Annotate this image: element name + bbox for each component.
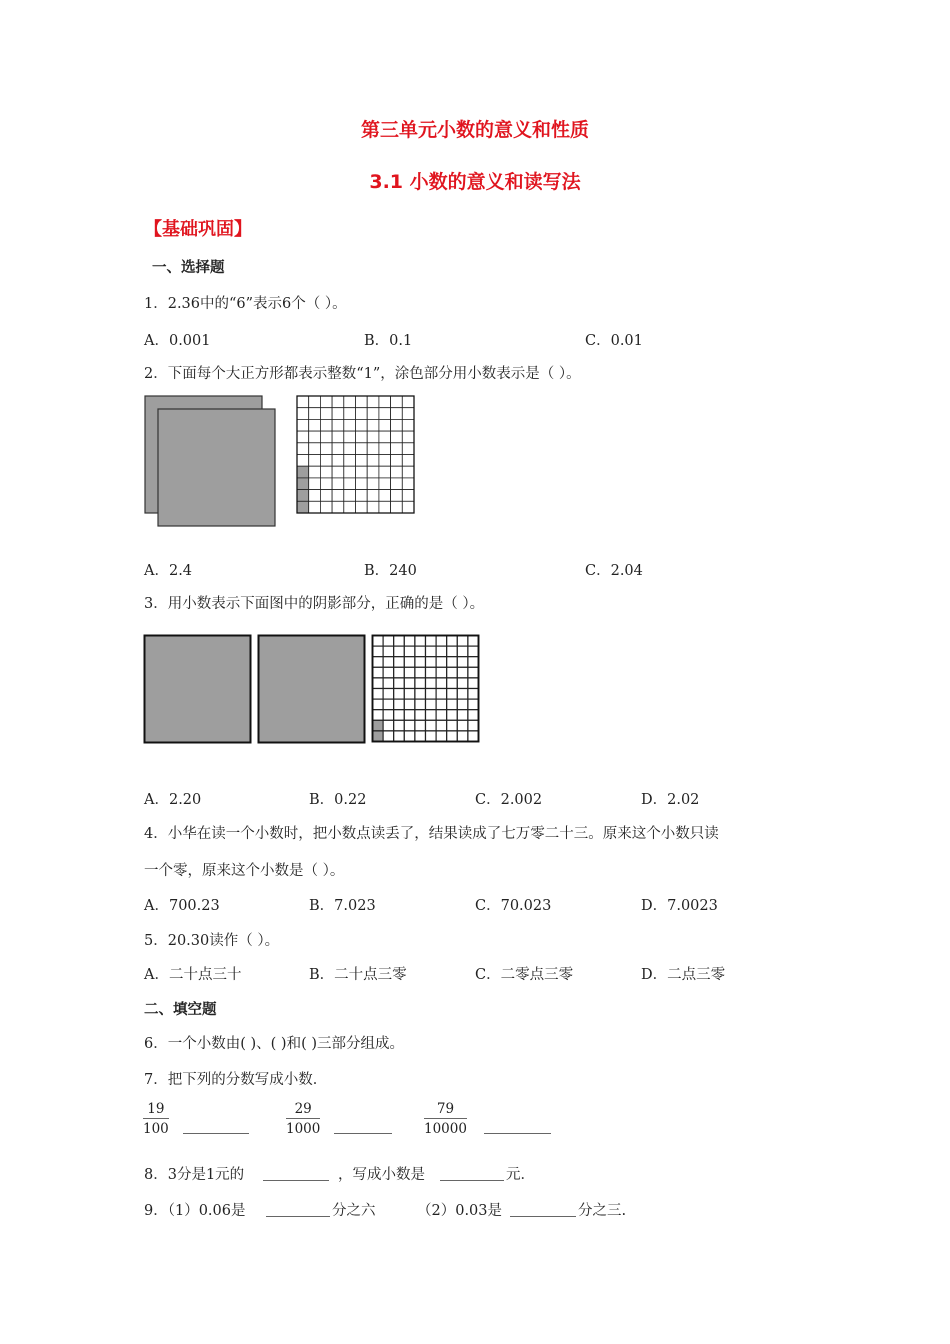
grid-cell-shaded <box>297 490 309 502</box>
grid-cell <box>391 419 403 431</box>
grid-cell <box>457 636 468 647</box>
grid-cell <box>394 678 405 689</box>
grid-cell <box>344 431 356 443</box>
q3-option-c: C．2.002 <box>475 792 543 808</box>
grid-cell <box>468 667 479 678</box>
q3-full-square-1 <box>145 636 251 743</box>
grid-cell <box>379 455 391 467</box>
q5-option-b: B．二十点三零 <box>309 967 407 983</box>
grid-cell <box>394 699 405 710</box>
grid-cell <box>332 466 344 478</box>
q1-option-b: B．0.1 <box>364 333 413 349</box>
grid-cell <box>415 699 426 710</box>
grid-cell <box>344 478 356 490</box>
grid-cell <box>436 731 447 742</box>
grid-cell <box>373 678 384 689</box>
q7-answer-blank-1[interactable] <box>183 1133 249 1134</box>
grid-cell <box>320 466 332 478</box>
grid-cell <box>367 501 379 513</box>
section-mark: 【基础巩固】 <box>144 219 252 240</box>
grid-cell <box>415 689 426 700</box>
grid-cell <box>447 667 458 678</box>
grid-cell <box>373 689 384 700</box>
grid-cell <box>426 689 437 700</box>
q4-option-b: B．7.023 <box>309 898 376 914</box>
grid-cell <box>394 689 405 700</box>
q7-fraction-3 <box>424 1101 467 1137</box>
grid-cell <box>447 636 458 647</box>
grid-cell <box>344 443 356 455</box>
q2-option-a: A．2.4 <box>144 563 193 579</box>
grid-cell <box>457 689 468 700</box>
grid-cell <box>309 478 321 490</box>
grid-cell <box>367 466 379 478</box>
grid-cell <box>402 466 414 478</box>
grid-cell <box>379 419 391 431</box>
grid-cell <box>391 396 403 408</box>
grid-cell <box>402 408 414 420</box>
grid-cell <box>320 455 332 467</box>
grid-cell <box>436 678 447 689</box>
q5-option-c: C．二零点三零 <box>475 967 574 983</box>
grid-cell <box>404 657 415 668</box>
grid-cell <box>379 396 391 408</box>
grid-cell <box>383 731 394 742</box>
grid-cell <box>391 501 403 513</box>
grid-cell <box>394 731 405 742</box>
grid-cell <box>373 636 384 647</box>
grid-cell <box>356 501 368 513</box>
grid-cell <box>404 699 415 710</box>
q2-option-b: B．240 <box>364 563 417 579</box>
grid-cell <box>436 699 447 710</box>
lesson-title: 3.1 小数的意义和读写法 <box>369 171 581 193</box>
grid-cell <box>383 710 394 721</box>
grid-cell <box>367 443 379 455</box>
grid-cell <box>309 455 321 467</box>
grid-cell <box>344 466 356 478</box>
grid-cell-shaded <box>297 466 309 478</box>
grid-cell <box>379 478 391 490</box>
grid-cell <box>468 720 479 731</box>
grid-cell <box>320 478 332 490</box>
grid-cell <box>457 720 468 731</box>
q7-fraction-3-numerator: 79 <box>424 1101 467 1119</box>
q9-text-part3: （2）0.03是 <box>417 1203 503 1219</box>
q1-option-a: A．0.001 <box>144 333 211 349</box>
grid-cell <box>320 443 332 455</box>
q2-option-c: C．2.04 <box>585 563 643 579</box>
q7-fraction-2 <box>286 1101 320 1137</box>
grid-cell <box>394 720 405 731</box>
q6-stem: 6．一个小数由( )、( )和( )三部分组成。 <box>144 1036 404 1052</box>
grid-cell <box>373 657 384 668</box>
grid-cell-shaded <box>297 478 309 490</box>
grid-cell <box>468 710 479 721</box>
grid-cell <box>309 466 321 478</box>
grid-cell <box>379 501 391 513</box>
q8-text-part2: ，写成小数是 <box>338 1167 425 1183</box>
grid-cell <box>447 678 458 689</box>
q7-answer-blank-3[interactable] <box>484 1133 551 1134</box>
grid-cell <box>468 657 479 668</box>
grid-cell <box>404 710 415 721</box>
q8-answer-blank-1[interactable] <box>263 1180 329 1181</box>
q9-text-part2: 分之六 <box>332 1203 376 1219</box>
grid-cell <box>379 431 391 443</box>
grid-cell <box>320 501 332 513</box>
grid-cell <box>373 667 384 678</box>
grid-cell <box>426 667 437 678</box>
grid-cell <box>297 408 309 420</box>
grid-cell <box>373 699 384 710</box>
grid-cell <box>356 455 368 467</box>
grid-cell <box>436 720 447 731</box>
grid-cell <box>367 431 379 443</box>
grid-cell <box>447 689 458 700</box>
grid-cell <box>344 490 356 502</box>
grid-cell <box>309 396 321 408</box>
grid-cell <box>332 455 344 467</box>
q8-text-part3: 元． <box>506 1167 535 1183</box>
grid-cell <box>447 720 458 731</box>
q7-fraction-1-numerator: 19 <box>143 1101 169 1119</box>
q7-fraction-3-denominator: 10000 <box>424 1121 467 1137</box>
q7-fraction-1-denominator: 100 <box>143 1121 169 1137</box>
grid-cell <box>404 678 415 689</box>
grid-cell <box>468 678 479 689</box>
grid-cell <box>402 431 414 443</box>
grid-cell <box>344 501 356 513</box>
grid-cell <box>332 396 344 408</box>
q4-option-a: A．700.23 <box>144 898 220 914</box>
grid-cell <box>383 646 394 657</box>
grid-cell <box>356 490 368 502</box>
q1-stem: 1．2.36中的“6”表示6个（ ）。 <box>144 296 347 312</box>
grid-cell <box>309 490 321 502</box>
grid-cell <box>415 657 426 668</box>
grid-cell <box>436 657 447 668</box>
grid-cell <box>426 710 437 721</box>
grid-cell <box>367 478 379 490</box>
grid-cell <box>468 731 479 742</box>
grid-cell <box>297 455 309 467</box>
grid-cell <box>309 419 321 431</box>
grid-cell-shaded <box>373 720 384 731</box>
grid-cell <box>379 443 391 455</box>
grid-cell <box>379 408 391 420</box>
q4-option-c: C．70.023 <box>475 898 552 914</box>
grid-cell <box>356 466 368 478</box>
q7-answer-blank-2[interactable] <box>334 1133 392 1134</box>
q2-overlapping-squares-figure <box>144 395 284 533</box>
q3-option-a: A．2.20 <box>144 792 202 808</box>
q7-fraction-1 <box>143 1101 169 1137</box>
grid-cell <box>332 443 344 455</box>
q7-fraction-2-numerator: 29 <box>286 1101 320 1119</box>
q2-full-square-front <box>158 409 275 526</box>
part2-heading: 二、填空题 <box>144 1002 217 1018</box>
grid-cell <box>373 710 384 721</box>
q2-stem: 2．下面每个大正方形都表示整数“1”，涂色部分用小数表示是（ ）。 <box>144 366 581 382</box>
grid-cell <box>391 455 403 467</box>
q7-stem: 7．把下列的分数写成小数． <box>144 1072 328 1088</box>
grid-cell <box>457 699 468 710</box>
grid-cell <box>415 678 426 689</box>
q3-figure <box>143 634 483 746</box>
grid-cell <box>457 646 468 657</box>
grid-cell <box>391 443 403 455</box>
grid-cell <box>457 667 468 678</box>
q3-hundred-grid <box>373 636 479 742</box>
grid-cell <box>332 501 344 513</box>
grid-cell <box>415 731 426 742</box>
grid-cell <box>415 636 426 647</box>
grid-cell <box>309 443 321 455</box>
grid-cell <box>436 710 447 721</box>
q7-fraction-2-denominator: 1000 <box>286 1121 321 1137</box>
q9-answer-blank-1[interactable] <box>266 1216 330 1217</box>
grid-cell <box>320 431 332 443</box>
grid-cell <box>436 667 447 678</box>
grid-cell <box>297 443 309 455</box>
grid-cell <box>426 678 437 689</box>
grid-cell <box>447 731 458 742</box>
grid-cell <box>344 455 356 467</box>
grid-cell <box>356 443 368 455</box>
grid-cell <box>426 657 437 668</box>
grid-cell <box>344 419 356 431</box>
q9-text-part4: 分之三. <box>578 1203 627 1219</box>
grid-cell <box>394 667 405 678</box>
grid-cell <box>309 431 321 443</box>
grid-cell <box>426 699 437 710</box>
grid-cell <box>373 646 384 657</box>
grid-cell <box>383 657 394 668</box>
q3-option-b: B．0.22 <box>309 792 367 808</box>
grid-cell <box>468 689 479 700</box>
grid-cell <box>379 490 391 502</box>
grid-cell <box>404 636 415 647</box>
grid-cell <box>297 396 309 408</box>
grid-cell <box>415 720 426 731</box>
grid-cell <box>344 408 356 420</box>
grid-cell <box>468 636 479 647</box>
grid-cell <box>367 419 379 431</box>
grid-cell <box>309 408 321 420</box>
grid-cell <box>383 720 394 731</box>
q9-answer-blank-2[interactable] <box>510 1216 576 1217</box>
grid-cell <box>383 667 394 678</box>
grid-cell <box>297 419 309 431</box>
grid-cell <box>383 689 394 700</box>
grid-cell <box>367 490 379 502</box>
q3-full-square-2 <box>259 636 365 743</box>
grid-cell <box>402 478 414 490</box>
grid-cell <box>356 478 368 490</box>
grid-cell <box>468 646 479 657</box>
grid-cell <box>332 408 344 420</box>
grid-cell <box>457 678 468 689</box>
grid-cell <box>402 396 414 408</box>
grid-cell <box>394 646 405 657</box>
grid-cell <box>332 478 344 490</box>
grid-cell <box>404 646 415 657</box>
q4-stem-line1: 4．小华在读一个小数时，把小数点读丢了，结果读成了七万零二十三。原来这个小数只读 <box>144 826 719 842</box>
grid-cell <box>379 466 391 478</box>
grid-cell <box>320 419 332 431</box>
grid-cell <box>394 657 405 668</box>
grid-cell <box>383 636 394 647</box>
grid-cell <box>391 466 403 478</box>
grid-cell <box>332 419 344 431</box>
grid-cell <box>344 396 356 408</box>
grid-cell <box>404 667 415 678</box>
q3-option-d: D．2.02 <box>641 792 700 808</box>
q5-option-d: D．二点三零 <box>641 967 726 983</box>
grid-cell <box>402 455 414 467</box>
grid-cell <box>457 657 468 668</box>
grid-cell <box>468 699 479 710</box>
q9-text-part1: 9．（1）0.06是 <box>144 1203 246 1219</box>
grid-cell <box>332 490 344 502</box>
grid-cell <box>332 431 344 443</box>
grid-cell <box>447 710 458 721</box>
q4-option-d: D．7.0023 <box>641 898 718 914</box>
grid-cell <box>436 636 447 647</box>
grid-cell <box>297 431 309 443</box>
grid-cell <box>415 710 426 721</box>
grid-cell <box>320 490 332 502</box>
grid-cell <box>356 408 368 420</box>
grid-cell <box>404 731 415 742</box>
grid-cell <box>426 731 437 742</box>
grid-cell <box>402 443 414 455</box>
grid-cell <box>404 720 415 731</box>
grid-cell <box>356 431 368 443</box>
grid-cell-shaded <box>373 731 384 742</box>
grid-cell <box>383 678 394 689</box>
q8-answer-blank-2[interactable] <box>440 1180 504 1181</box>
grid-cell <box>391 431 403 443</box>
grid-cell <box>356 419 368 431</box>
grid-cell <box>391 478 403 490</box>
q2-hundred-grid-figure <box>296 395 416 515</box>
q5-stem: 5．20.30读作（ ）。 <box>144 933 280 949</box>
part1-heading: 一、选择题 <box>152 260 225 276</box>
chapter-title: 第三单元小数的意义和性质 <box>360 119 589 141</box>
grid-cell <box>457 731 468 742</box>
grid-cell <box>426 646 437 657</box>
grid-cell <box>402 501 414 513</box>
grid-cell <box>426 720 437 731</box>
grid-cell <box>402 419 414 431</box>
q3-stem: 3．用小数表示下面图中的阴影部分，正确的是（ ）。 <box>144 596 485 612</box>
grid-cell <box>394 636 405 647</box>
grid-cell <box>415 667 426 678</box>
grid-cell <box>447 657 458 668</box>
grid-cell <box>367 408 379 420</box>
grid-cell <box>356 396 368 408</box>
grid-cell <box>391 490 403 502</box>
q4-stem-line2: 一个零，原来这个小数是（ ）。 <box>144 863 345 879</box>
grid-cell <box>447 646 458 657</box>
grid-cell <box>309 501 321 513</box>
grid-cell <box>436 689 447 700</box>
grid-cell <box>367 455 379 467</box>
grid-cell <box>394 710 405 721</box>
grid-cell <box>447 699 458 710</box>
grid-cell <box>383 699 394 710</box>
q8-text-part1: 8．3分是1元的 <box>144 1167 245 1183</box>
q5-option-a: A．二十点三十 <box>144 967 242 983</box>
grid-cell <box>415 646 426 657</box>
q1-option-c: C．0.01 <box>585 333 643 349</box>
grid-cell <box>391 408 403 420</box>
grid-cell <box>402 490 414 502</box>
grid-cell <box>457 710 468 721</box>
grid-cell <box>404 689 415 700</box>
grid-cell <box>367 396 379 408</box>
grid-cell <box>320 396 332 408</box>
grid-cell-shaded <box>297 501 309 513</box>
grid-cell <box>436 646 447 657</box>
grid-cell <box>426 636 437 647</box>
grid-cell <box>320 408 332 420</box>
